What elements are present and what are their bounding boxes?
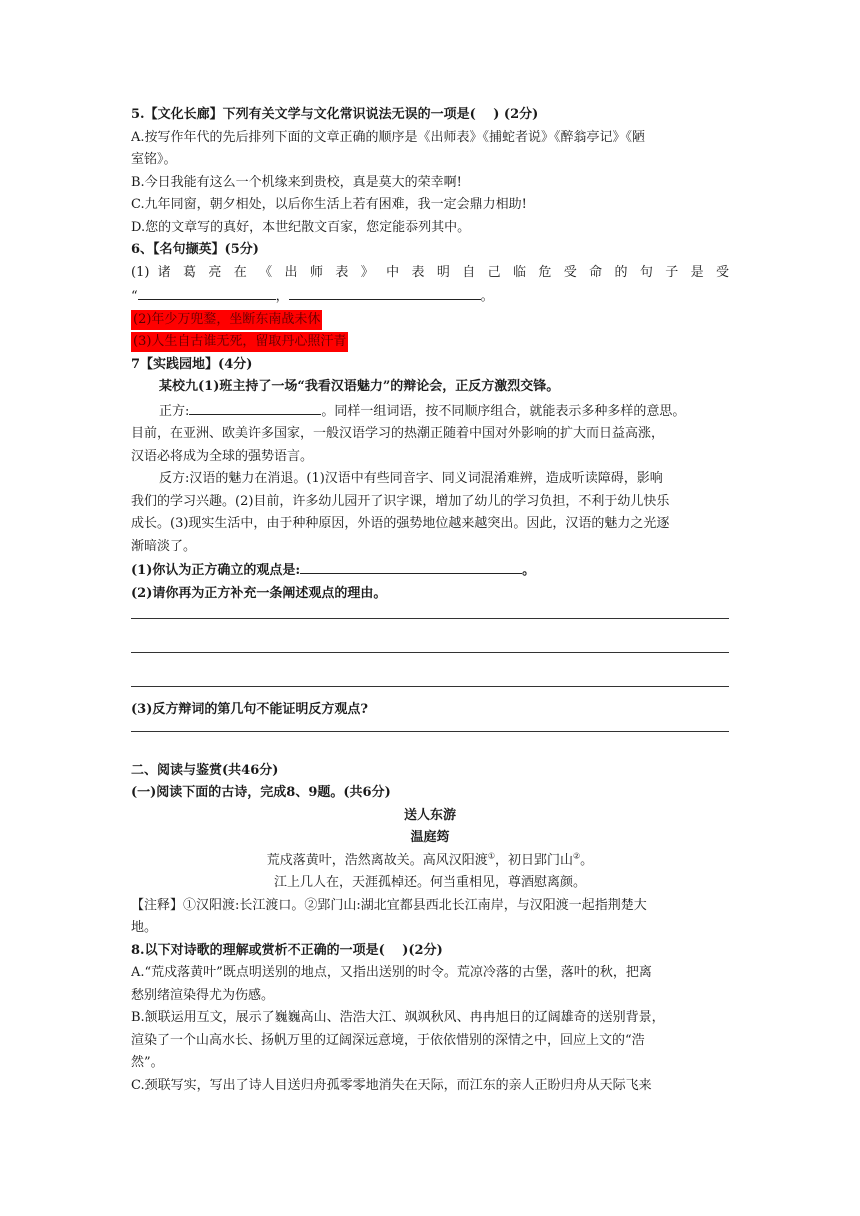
poem-author: 温庭筠 [410, 830, 450, 845]
pro-statement: 正方: 。同样一组词语，按不同顺序组合，就能表示多种多样的意思。 [131, 399, 729, 424]
poem-note-cont: 地。 [131, 920, 158, 935]
q7-sub-3: (3)反方辩词的第几句不能证明反方观点? [131, 702, 368, 717]
q6-prompt-1: (1) 诸 葛 亮 在 《 出 师 表 》 中 表 明 自 己 临 危 受 命 的 句 子 是 受 [131, 264, 729, 280]
poem-note: 【注释】①汉阳渡:长江渡口。②郢门山:湖北宜都县西北长江南岸，与汉阳渡一起指荆楚大 [131, 897, 647, 913]
con-line-3: 成长。(3)现实生活中，由于种种原因，外语的强势地位越来越突出。因此，汉语的魅力之光逐 [131, 516, 670, 531]
viewpoint-blank[interactable] [300, 558, 522, 574]
q7-sub-2: (2)请你再为正方补充一条阐述观点的理由。 [131, 585, 387, 601]
section-2-title: 二、阅读与鉴赏(共46分) [131, 762, 279, 778]
poem-line-1: 荒戍落黄叶，浩然离故关。高风汉阳渡①，初日郢门山②。 [266, 851, 594, 868]
q8-option-c: C.颈联写实，写出了诗人目送归舟孤零零地消失在天际，而江东的亲人正盼归舟从天际飞来 [131, 1077, 652, 1093]
pro-line-3: 汉语必将成为全球的强势语言。 [131, 448, 314, 464]
q5-option-a: A.按写作年代的先后排列下面的文章正确的顺序是《出师表》《捕蛇者说》《醉翁亭记》《陋 [131, 129, 646, 145]
q8-option-b: B.颔联运用互文，展示了巍巍高山、浩浩大江、飒飒秋风、冉冉旭日的辽阔雄奇的送别背景， [131, 1010, 665, 1025]
q5-title: 5.【文化长廊】下列有关文学与文化常识说法无误的一项是( ) (2分) [131, 107, 539, 122]
highlighted-answer-2: (2)年少万兜鍪，坐断东南战未休 [131, 310, 322, 330]
highlighted-answer-3: (3)人生自古谁无死，留取丹心照汗青 [131, 332, 348, 352]
q8-option-a-cont: 愁别绪渲染得尤为伤感。 [131, 987, 275, 1003]
q8-title: 8.以下对诗歌的理解或赏析不正确的一项是( )(2分) [131, 942, 443, 958]
poem-title: 送人东游 [403, 807, 456, 823]
q7-intro: 某校九(1)班主持了一场“我看汉语魅力”的辩论会，正反方激烈交锋。 [159, 379, 560, 394]
q8-option-a: A.“荒戍落黄叶”既点明送别的地点，又指出送别的时令。荒凉冷落的古堡，落叶的秋，把离 [131, 965, 652, 980]
pro-blank[interactable] [189, 399, 321, 415]
answer-blank-1[interactable] [138, 284, 276, 300]
con-line-2: 我们的学习兴趣。(2)目前，许多幼儿园开了识字课，增加了幼儿的学习负担，不利于幼儿快乐 [131, 493, 670, 509]
pro-line-2: 目前，在亚洲、欧美许多国家，一般汉语学习的热潮正随着中国对外影响的扩大而日益高涨， [131, 426, 665, 441]
q6-blank-line [131, 284, 729, 309]
q5-option-b: B.今日我能有这么一个机缘来到贵校，真是莫大的荣幸啊! [131, 174, 462, 190]
q8-option-b-cont: 渲染了一个山高水长、扬帆万里的辽阔深远意境，于依依惜别的深情之中，回应上文的“浩 [131, 1032, 645, 1048]
q8-option-b-cont-2: 然”。 [131, 1055, 164, 1070]
answer-blank-2[interactable] [289, 284, 481, 300]
q5-option-a-cont: 室铭》。 [131, 152, 177, 167]
q7-title: 7【实践园地】(4分) [131, 356, 253, 372]
section-2-sub: (一)阅读下面的古诗，完成8、9题。(共6分) [131, 785, 391, 800]
q7-sub-1: (1)你认为正方确立的观点是: 。 [131, 558, 729, 583]
q6-title: 6、【名句撷英】(5分) [131, 242, 259, 257]
exam-page [131, 104, 729, 1097]
con-line-1: 反方:汉语的魅力在消退。(1)汉语中有些同音字、同义词混淆难辨，造成听读障碍，影响 [159, 471, 663, 486]
quote-mark: “ [131, 289, 138, 304]
comma: ， [275, 289, 289, 304]
period: 。 [480, 289, 494, 304]
con-line-4: 渐暗淡了。 [131, 538, 197, 554]
q5-option-d: D.您的文章写的真好，本世纪散文百家，您定能忝列其中。 [131, 219, 471, 235]
poem-line-2: 江上几人在，天涯孤棹还。何当重相见，尊酒慰离颜。 [273, 875, 586, 890]
q5-option-c: C.九年同窗，朝夕相处，以后你生活上若有困难，我一定会鼎力相助! [131, 197, 527, 212]
